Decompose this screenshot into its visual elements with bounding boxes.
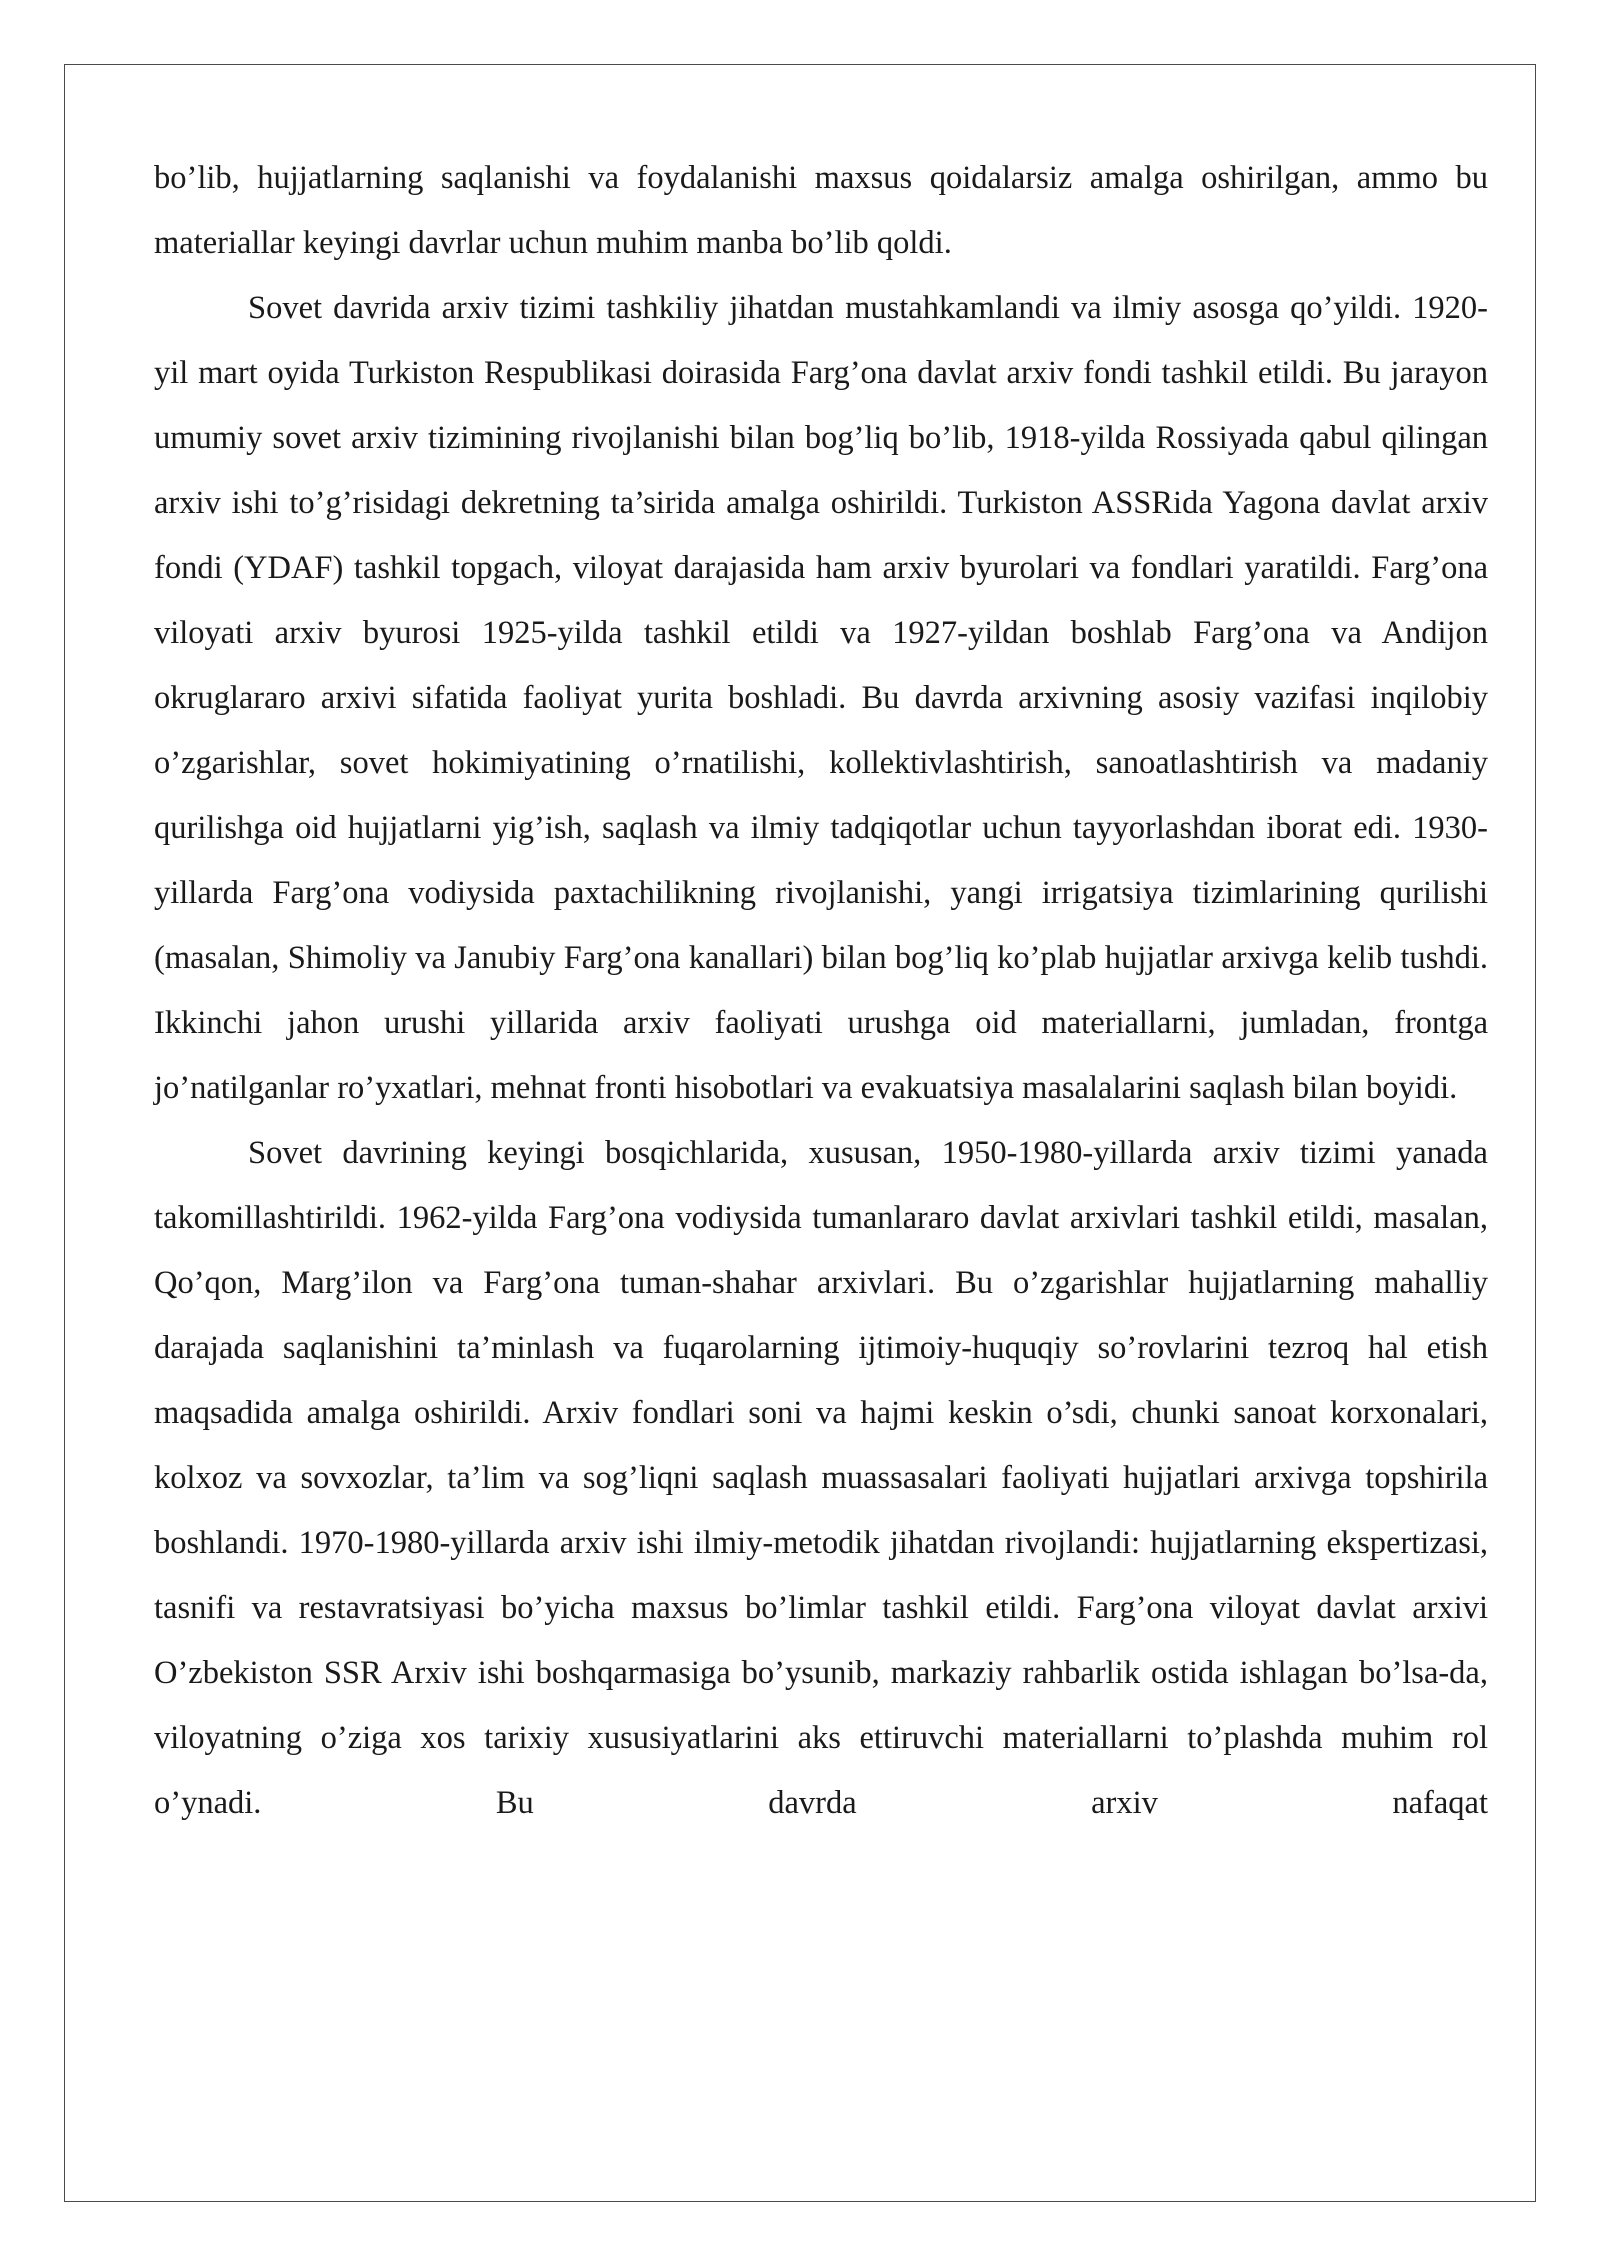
paragraph-soviet-period: Sovet davrida arxiv tizimi tashkiliy jihatdan mustahkamlandi va ilmiy asosga qo’yildi. 1920-yil mart oyida Turkiston Respublikasi doirasida Farg’ona davlat arxiv fondi tashkil etildi. Bu jarayon umumiy sovet arxiv tizimining rivojlanishi bilan bog’liq bo’lib, 1918-yilda Rossiyada qabul qilingan arxiv ishi to’g’risidagi dekretning ta’sirida amalga oshirildi. Turkiston ASSRida Yagona davlat arxiv fondi (YDAF) tashkil topgach, viloyat darajasida ham arxiv byurolari va fondlari yaratildi. Farg’ona viloyati arxiv byurosi 1925-yilda tashkil etildi va 1927-yildan boshlab Farg’ona va Andijon okruglararo arxivi sifatida faoliyat yurita boshladi. Bu davrda arxivning asosiy vazifasi inqilobiy o’zgarishlar, sovet hokimiyatining o’rnatilishi, kollektivlashtirish, sanoatlashtirish va madaniy qurilishga oid hujjatlarni yig’ish, saqlash va ilmiy tadqiqotlar uchun tayyorlashdan iborat edi. 1930-yillarda Farg’ona vodiysida paxtachilikning rivojlanishi, yangi irrigatsiya tizimlarining qurilishi (masalan, Shimoliy va Janubiy Farg’ona kanallari) bilan bog’liq ko’plab hujjatlar arxivga kelib tushdi. Ikkinchi jahon urushi yillarida arxiv faoliyati urushga oid materiallarni, jumladan, frontga jo’natilganlar ro’yxatlari, mehnat fronti hisobotlari va evakuatsiya masalalarini saqlash bilan boyidi. — [154, 290, 1488, 1106]
paragraph-continuation: bo’lib, hujjatlarning saqlanishi va foydalanishi maxsus qoidalarsiz amalga oshirilgan, ammo bu materiallar keyingi davrlar uchun muhim manba bo’lib qoldi. — [154, 160, 1488, 261]
document-body — [154, 146, 1488, 1836]
paragraph-later-soviet-stages: Sovet davrining keyingi bosqichlarida, xususan, 1950-1980-yillarda arxiv tizimi yanada takomillashtirildi. 1962-yilda Farg’ona vodiysida tumanlararo davlat arxivlari tashkil etildi, masalan, Qo’qon, Marg’ilon va Farg’ona tuman-shahar arxivlari. Bu o’zgarishlar hujjatlarning mahalliy darajada saqlanishini ta’minlash va fuqarolarning ijtimoiy-huquqiy so’rovlarini tezroq hal etish maqsadida amalga oshirildi. Arxiv fondlari soni va hajmi keskin o’sdi, chunki sanoat korxonalari, kolxoz va sovxozlar, ta’lim va sog’liqni saqlash muassasalari faoliyati hujjatlari arxivga topshirila boshlandi. 1970-1980-yillarda arxiv ishi ilmiy-metodik jihatdan rivojlandi: hujjatlarning ekspertizasi, tasnifi va restavratsiyasi bo’yicha maxsus bo’limlar tashkil etildi. Farg’ona viloyat davlat arxivi O’zbekiston SSR Arxiv ishi boshqarmasiga bo’ysunib, markaziy rahbarlik ostida ishlagan bo’lsa-da, viloyatning o’ziga xos tarixiy xususiyatlarini aks ettiruvchi materiallarni to’plashda muhim rol o’ynadi. Bu davrda arxiv nafaqat — [154, 1135, 1488, 1821]
